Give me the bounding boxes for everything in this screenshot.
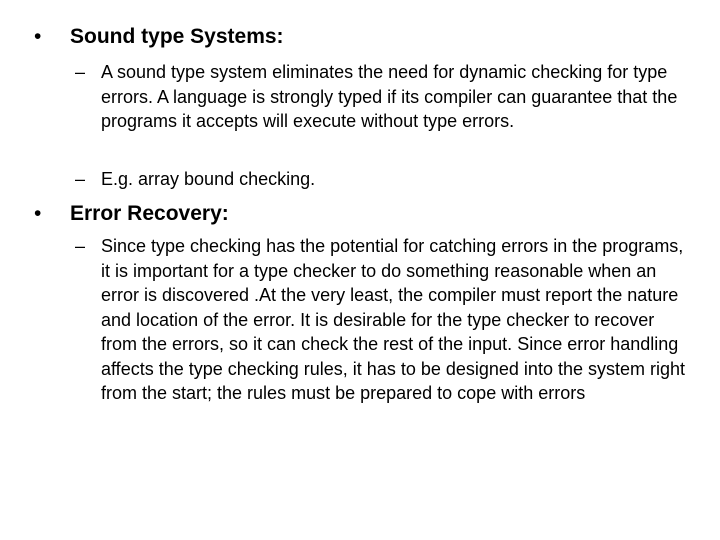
list-item [75, 60, 685, 134]
list-item-text: E.g. array bound checking. [101, 169, 316, 189]
dash-icon: – [75, 236, 86, 256]
bullet-icon: • [34, 25, 42, 48]
section-title: Sound type Systems: [70, 25, 284, 48]
list-item [75, 167, 685, 192]
dash-icon: – [75, 169, 86, 189]
list-item-text: A sound type system eliminates the need for dynamic checking for type errors. A language is strongly typed if its compiler can guarantee that the programs it accepts will execute without type errors. [101, 62, 678, 131]
section-title: Error Recovery: [70, 202, 229, 225]
dash-icon: – [75, 62, 86, 82]
list-item-text: Since type checking has the potential for catching errors in the programs, it is important for a type checker to do something reasonable when an error is discovered .At the very least, the compiler must report the nature and location of the error. It is desirable for the type checker to recover from the errors, so it can check the rest of the input. Since error handling affects the type checking rules, it has to be designed into the system right from the start; the rules must be prepared to cope with errors [101, 236, 685, 403]
bullet-icon: • [34, 202, 42, 225]
list-item [75, 234, 685, 406]
